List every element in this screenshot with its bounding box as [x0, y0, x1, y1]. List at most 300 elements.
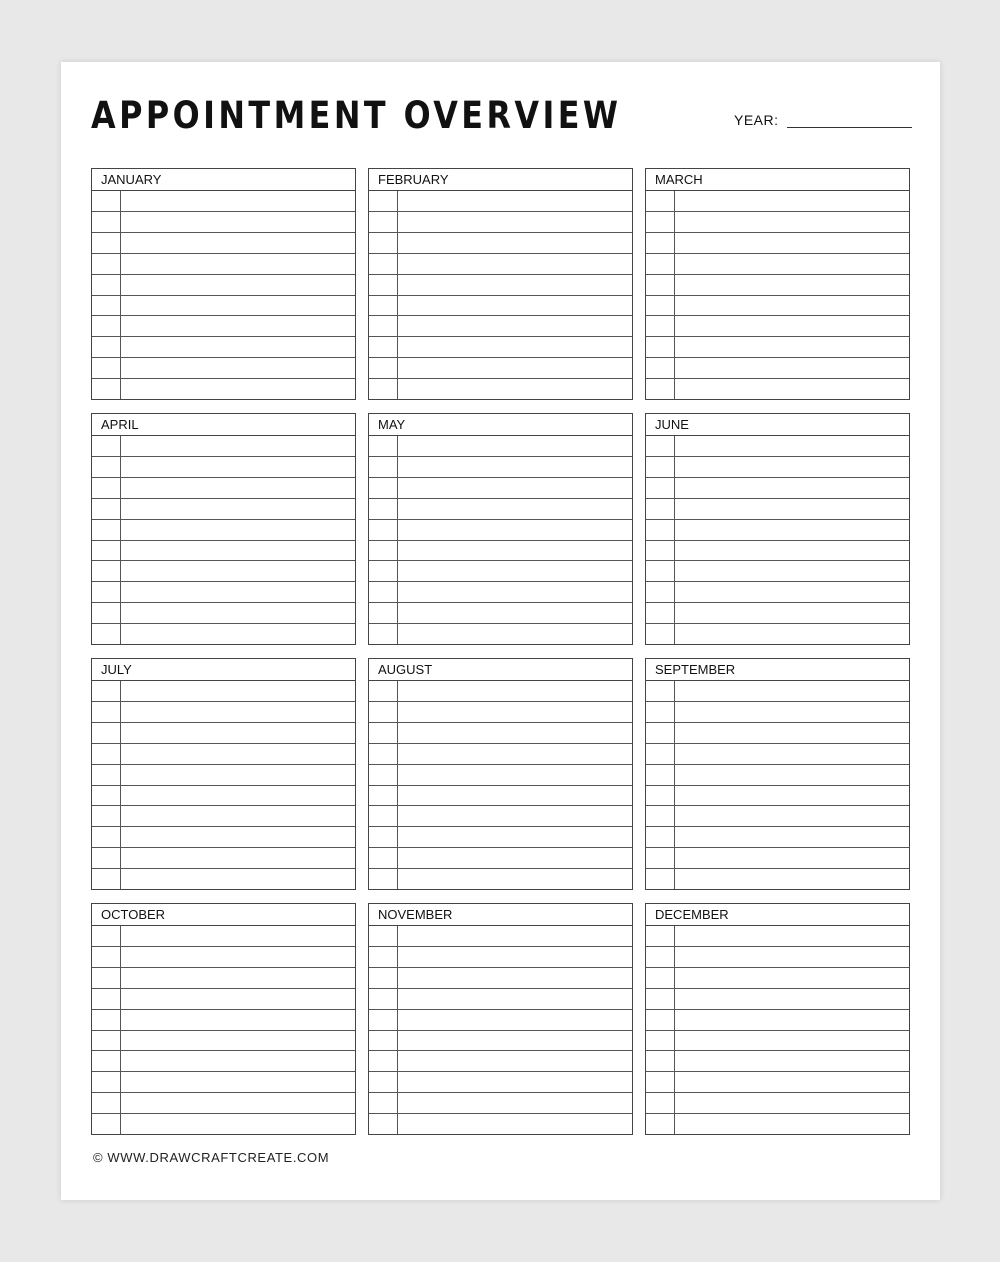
appointment-row — [369, 541, 632, 562]
date-cell[interactable] — [92, 436, 121, 456]
date-cell[interactable] — [92, 520, 121, 540]
appointment-note-cell[interactable] — [675, 926, 909, 946]
date-cell[interactable] — [646, 1010, 675, 1030]
date-cell[interactable] — [646, 926, 675, 946]
date-cell[interactable] — [92, 561, 121, 581]
appointment-note-cell[interactable] — [398, 582, 632, 602]
appointment-row — [369, 926, 632, 947]
appointment-note-cell[interactable] — [675, 478, 909, 498]
appointment-rows — [92, 191, 355, 399]
appointment-note-cell[interactable] — [398, 296, 632, 316]
date-cell[interactable] — [92, 989, 121, 1009]
month-name: APRIL — [92, 414, 355, 436]
appointment-row — [92, 436, 355, 457]
date-cell[interactable] — [369, 702, 398, 722]
date-cell[interactable] — [369, 358, 398, 378]
appointment-note-cell[interactable] — [398, 337, 632, 357]
appointment-row — [646, 989, 909, 1010]
appointment-note-cell[interactable] — [121, 947, 355, 967]
date-cell[interactable] — [92, 744, 121, 764]
date-cell[interactable] — [92, 765, 121, 785]
date-cell[interactable] — [646, 681, 675, 701]
appointment-note-cell[interactable] — [121, 806, 355, 826]
appointment-note-cell[interactable] — [675, 296, 909, 316]
appointment-note-cell[interactable] — [675, 744, 909, 764]
page-title: APPOINTMENT OVERVIEW — [91, 94, 622, 137]
appointment-note-cell[interactable] — [121, 520, 355, 540]
date-cell[interactable] — [92, 926, 121, 946]
date-cell[interactable] — [92, 296, 121, 316]
date-cell[interactable] — [646, 1114, 675, 1134]
appointment-note-cell[interactable] — [398, 436, 632, 456]
date-cell[interactable] — [92, 1114, 121, 1134]
appointment-note-cell[interactable] — [675, 827, 909, 847]
date-cell[interactable] — [646, 1051, 675, 1071]
appointment-note-cell[interactable] — [675, 702, 909, 722]
appointment-note-cell[interactable] — [675, 358, 909, 378]
date-cell[interactable] — [646, 827, 675, 847]
date-cell[interactable] — [369, 541, 398, 561]
appointment-note-cell[interactable] — [398, 275, 632, 295]
date-cell[interactable] — [646, 723, 675, 743]
date-cell[interactable] — [646, 603, 675, 623]
appointment-row — [92, 869, 355, 889]
date-cell[interactable] — [92, 624, 121, 644]
date-cell[interactable] — [369, 191, 398, 211]
date-cell[interactable] — [92, 681, 121, 701]
date-cell[interactable] — [92, 499, 121, 519]
date-cell[interactable] — [92, 1072, 121, 1092]
year-input-line[interactable] — [787, 113, 912, 128]
appointment-note-cell[interactable] — [121, 1051, 355, 1071]
date-cell[interactable] — [369, 379, 398, 399]
appointment-note-cell[interactable] — [398, 1093, 632, 1113]
appointment-note-cell[interactable] — [675, 316, 909, 336]
appointment-note-cell[interactable] — [121, 869, 355, 889]
appointment-note-cell[interactable] — [398, 316, 632, 336]
date-cell[interactable] — [646, 744, 675, 764]
month-name: OCTOBER — [92, 904, 355, 926]
date-cell[interactable] — [369, 436, 398, 456]
appointment-note-cell[interactable] — [398, 827, 632, 847]
date-cell[interactable] — [369, 233, 398, 253]
date-cell[interactable] — [646, 989, 675, 1009]
appointment-note-cell[interactable] — [675, 457, 909, 477]
date-cell[interactable] — [646, 296, 675, 316]
date-cell[interactable] — [369, 212, 398, 232]
appointment-note-cell[interactable] — [675, 337, 909, 357]
year-field — [734, 112, 912, 128]
appointment-note-cell[interactable] — [675, 191, 909, 211]
date-cell[interactable] — [92, 786, 121, 806]
appointment-note-cell[interactable] — [121, 254, 355, 274]
appointment-note-cell[interactable] — [398, 478, 632, 498]
appointment-note-cell[interactable] — [675, 582, 909, 602]
date-cell[interactable] — [646, 316, 675, 336]
appointment-note-cell[interactable] — [121, 624, 355, 644]
appointment-row — [369, 947, 632, 968]
date-cell[interactable] — [369, 296, 398, 316]
appointment-note-cell[interactable] — [675, 624, 909, 644]
appointment-note-cell[interactable] — [121, 478, 355, 498]
date-cell[interactable] — [92, 869, 121, 889]
date-cell[interactable] — [646, 541, 675, 561]
appointment-note-cell[interactable] — [398, 947, 632, 967]
appointment-row — [92, 968, 355, 989]
date-cell[interactable] — [369, 806, 398, 826]
appointment-note-cell[interactable] — [398, 541, 632, 561]
date-cell[interactable] — [92, 275, 121, 295]
appointment-note-cell[interactable] — [398, 681, 632, 701]
appointment-note-cell[interactable] — [121, 233, 355, 253]
date-cell[interactable] — [369, 603, 398, 623]
appointment-rows — [646, 681, 909, 889]
month-box-july — [91, 658, 356, 890]
appointment-note-cell[interactable] — [398, 254, 632, 274]
date-cell[interactable] — [369, 582, 398, 602]
date-cell[interactable] — [92, 582, 121, 602]
appointment-row — [92, 848, 355, 869]
date-cell[interactable] — [92, 316, 121, 336]
month-box-january — [91, 168, 356, 400]
date-cell[interactable] — [646, 765, 675, 785]
appointment-row — [369, 1010, 632, 1031]
appointment-row — [92, 254, 355, 275]
date-cell[interactable] — [369, 786, 398, 806]
appointment-row — [92, 723, 355, 744]
date-cell[interactable] — [92, 723, 121, 743]
date-cell[interactable] — [646, 582, 675, 602]
appointment-note-cell[interactable] — [121, 765, 355, 785]
appointment-note-cell[interactable] — [121, 827, 355, 847]
date-cell[interactable] — [369, 926, 398, 946]
appointment-row — [369, 827, 632, 848]
appointment-note-cell[interactable] — [675, 806, 909, 826]
date-cell[interactable] — [92, 379, 121, 399]
date-cell[interactable] — [92, 702, 121, 722]
appointment-note-cell[interactable] — [675, 254, 909, 274]
appointment-row — [369, 1072, 632, 1093]
date-cell[interactable] — [369, 254, 398, 274]
date-cell[interactable] — [646, 191, 675, 211]
date-cell[interactable] — [369, 1010, 398, 1030]
date-cell[interactable] — [369, 457, 398, 477]
appointment-note-cell[interactable] — [675, 1010, 909, 1030]
appointment-row — [92, 520, 355, 541]
date-cell[interactable] — [369, 869, 398, 889]
date-cell[interactable] — [646, 786, 675, 806]
appointment-row — [646, 1010, 909, 1031]
date-cell[interactable] — [92, 848, 121, 868]
appointment-note-cell[interactable] — [121, 541, 355, 561]
appointment-row — [92, 337, 355, 358]
appointment-note-cell[interactable] — [121, 1093, 355, 1113]
appointment-row — [92, 1093, 355, 1114]
date-cell[interactable] — [369, 499, 398, 519]
appointment-note-cell[interactable] — [675, 947, 909, 967]
date-cell[interactable] — [369, 275, 398, 295]
date-cell[interactable] — [369, 1093, 398, 1113]
date-cell[interactable] — [646, 520, 675, 540]
appointment-row — [646, 191, 909, 212]
appointment-row — [646, 765, 909, 786]
appointment-note-cell[interactable] — [398, 499, 632, 519]
appointment-note-cell[interactable] — [121, 212, 355, 232]
date-cell[interactable] — [646, 806, 675, 826]
appointment-note-cell[interactable] — [398, 457, 632, 477]
appointment-note-cell[interactable] — [121, 561, 355, 581]
date-cell[interactable] — [369, 723, 398, 743]
appointment-note-cell[interactable] — [398, 723, 632, 743]
appointment-note-cell[interactable] — [121, 1072, 355, 1092]
appointment-note-cell[interactable] — [675, 1051, 909, 1071]
appointment-note-cell[interactable] — [121, 457, 355, 477]
appointment-row — [646, 233, 909, 254]
appointment-row — [92, 541, 355, 562]
date-cell[interactable] — [92, 947, 121, 967]
date-cell[interactable] — [92, 191, 121, 211]
appointment-note-cell[interactable] — [398, 233, 632, 253]
appointment-note-cell[interactable] — [675, 233, 909, 253]
appointment-note-cell[interactable] — [398, 1114, 632, 1134]
appointment-note-cell[interactable] — [398, 379, 632, 399]
appointment-note-cell[interactable] — [121, 702, 355, 722]
date-cell[interactable] — [646, 1031, 675, 1051]
date-cell[interactable] — [646, 848, 675, 868]
month-name: JULY — [92, 659, 355, 681]
appointment-row — [92, 603, 355, 624]
month-box-august — [368, 658, 633, 890]
appointment-note-cell[interactable] — [675, 603, 909, 623]
appointment-row — [369, 848, 632, 869]
appointment-note-cell[interactable] — [398, 624, 632, 644]
date-cell[interactable] — [369, 681, 398, 701]
appointment-note-cell[interactable] — [675, 499, 909, 519]
appointment-note-cell[interactable] — [121, 681, 355, 701]
appointment-note-cell[interactable] — [398, 1010, 632, 1030]
appointment-note-cell[interactable] — [675, 520, 909, 540]
appointment-note-cell[interactable] — [121, 1031, 355, 1051]
date-cell[interactable] — [92, 337, 121, 357]
planner-page — [61, 62, 940, 1200]
appointment-row — [92, 561, 355, 582]
appointment-note-cell[interactable] — [398, 989, 632, 1009]
date-cell[interactable] — [646, 254, 675, 274]
date-cell[interactable] — [369, 1031, 398, 1051]
appointment-row — [369, 989, 632, 1010]
appointment-row — [646, 499, 909, 520]
appointment-note-cell[interactable] — [398, 1072, 632, 1092]
date-cell[interactable] — [369, 624, 398, 644]
appointment-note-cell[interactable] — [121, 499, 355, 519]
date-cell[interactable] — [369, 744, 398, 764]
appointment-note-cell[interactable] — [675, 1031, 909, 1051]
appointment-note-cell[interactable] — [675, 681, 909, 701]
appointment-note-cell[interactable] — [675, 1114, 909, 1134]
date-cell[interactable] — [92, 457, 121, 477]
date-cell[interactable] — [369, 337, 398, 357]
date-cell[interactable] — [369, 848, 398, 868]
appointment-note-cell[interactable] — [121, 436, 355, 456]
date-cell[interactable] — [92, 1010, 121, 1030]
date-cell[interactable] — [369, 1072, 398, 1092]
appointment-note-cell[interactable] — [675, 989, 909, 1009]
date-cell[interactable] — [92, 968, 121, 988]
date-cell[interactable] — [369, 1051, 398, 1071]
appointment-row — [92, 786, 355, 807]
appointment-note-cell[interactable] — [121, 723, 355, 743]
date-cell[interactable] — [92, 212, 121, 232]
appointment-note-cell[interactable] — [398, 806, 632, 826]
date-cell[interactable] — [646, 379, 675, 399]
date-cell[interactable] — [646, 457, 675, 477]
appointment-note-cell[interactable] — [675, 848, 909, 868]
appointment-row — [369, 968, 632, 989]
date-cell[interactable] — [646, 947, 675, 967]
appointment-note-cell[interactable] — [398, 968, 632, 988]
appointment-note-cell[interactable] — [675, 275, 909, 295]
date-cell[interactable] — [369, 316, 398, 336]
date-cell[interactable] — [92, 1031, 121, 1051]
appointment-note-cell[interactable] — [121, 926, 355, 946]
date-cell[interactable] — [646, 275, 675, 295]
appointment-note-cell[interactable] — [398, 561, 632, 581]
date-cell[interactable] — [92, 1093, 121, 1113]
appointment-note-cell[interactable] — [398, 848, 632, 868]
appointment-note-cell[interactable] — [675, 723, 909, 743]
appointment-note-cell[interactable] — [398, 603, 632, 623]
appointment-note-cell[interactable] — [121, 296, 355, 316]
appointment-note-cell[interactable] — [675, 561, 909, 581]
appointment-row — [92, 316, 355, 337]
date-cell[interactable] — [92, 254, 121, 274]
appointment-note-cell[interactable] — [398, 1051, 632, 1071]
appointment-note-cell[interactable] — [121, 316, 355, 336]
appointment-note-cell[interactable] — [398, 869, 632, 889]
date-cell[interactable] — [92, 541, 121, 561]
date-cell[interactable] — [646, 561, 675, 581]
appointment-note-cell[interactable] — [675, 212, 909, 232]
date-cell[interactable] — [369, 947, 398, 967]
appointment-note-cell[interactable] — [121, 191, 355, 211]
date-cell[interactable] — [92, 827, 121, 847]
appointment-note-cell[interactable] — [121, 848, 355, 868]
month-box-november — [368, 903, 633, 1135]
appointment-note-cell[interactable] — [121, 968, 355, 988]
appointment-note-cell[interactable] — [398, 1031, 632, 1051]
copyright-footer: © WWW.DRAWCRAFTCREATE.COM — [93, 1150, 330, 1165]
date-cell[interactable] — [646, 968, 675, 988]
date-cell[interactable] — [92, 806, 121, 826]
appointment-rows — [92, 436, 355, 644]
date-cell[interactable] — [369, 827, 398, 847]
appointment-note-cell[interactable] — [675, 765, 909, 785]
date-cell[interactable] — [646, 1072, 675, 1092]
date-cell[interactable] — [646, 337, 675, 357]
appointment-note-cell[interactable] — [398, 212, 632, 232]
appointment-row — [92, 681, 355, 702]
date-cell[interactable] — [646, 478, 675, 498]
appointment-note-cell[interactable] — [675, 541, 909, 561]
appointment-note-cell[interactable] — [121, 786, 355, 806]
appointment-note-cell[interactable] — [675, 1072, 909, 1092]
appointment-note-cell[interactable] — [121, 1114, 355, 1134]
date-cell[interactable] — [369, 520, 398, 540]
appointment-note-cell[interactable] — [675, 786, 909, 806]
date-cell[interactable] — [646, 212, 675, 232]
date-cell[interactable] — [646, 1093, 675, 1113]
appointment-row — [92, 1072, 355, 1093]
appointment-note-cell[interactable] — [121, 379, 355, 399]
date-cell[interactable] — [646, 436, 675, 456]
appointment-row — [646, 1072, 909, 1093]
date-cell[interactable] — [646, 869, 675, 889]
appointment-note-cell[interactable] — [398, 702, 632, 722]
date-cell[interactable] — [369, 1114, 398, 1134]
appointment-row — [92, 233, 355, 254]
appointment-note-cell[interactable] — [398, 926, 632, 946]
appointment-row — [646, 379, 909, 399]
appointment-row — [369, 436, 632, 457]
appointment-note-cell[interactable] — [398, 520, 632, 540]
appointment-note-cell[interactable] — [121, 275, 355, 295]
date-cell[interactable] — [369, 561, 398, 581]
month-name: NOVEMBER — [369, 904, 632, 926]
appointment-row — [369, 316, 632, 337]
appointment-note-cell[interactable] — [398, 358, 632, 378]
date-cell[interactable] — [369, 765, 398, 785]
appointment-note-cell[interactable] — [121, 603, 355, 623]
appointment-note-cell[interactable] — [675, 968, 909, 988]
date-cell[interactable] — [92, 1051, 121, 1071]
appointment-row — [369, 212, 632, 233]
date-cell[interactable] — [646, 499, 675, 519]
date-cell[interactable] — [92, 603, 121, 623]
appointment-note-cell[interactable] — [398, 191, 632, 211]
date-cell[interactable] — [646, 624, 675, 644]
appointment-row — [646, 723, 909, 744]
appointment-note-cell[interactable] — [121, 358, 355, 378]
appointment-note-cell[interactable] — [121, 337, 355, 357]
appointment-note-cell[interactable] — [675, 436, 909, 456]
appointment-row — [369, 337, 632, 358]
appointment-note-cell[interactable] — [121, 989, 355, 1009]
appointment-note-cell[interactable] — [675, 379, 909, 399]
appointment-note-cell[interactable] — [121, 744, 355, 764]
date-cell[interactable] — [92, 233, 121, 253]
appointment-note-cell[interactable] — [398, 765, 632, 785]
date-cell[interactable] — [369, 989, 398, 1009]
appointment-row — [369, 379, 632, 399]
appointment-note-cell[interactable] — [675, 869, 909, 889]
date-cell[interactable] — [646, 233, 675, 253]
date-cell[interactable] — [92, 358, 121, 378]
appointment-note-cell[interactable] — [398, 786, 632, 806]
date-cell[interactable] — [92, 478, 121, 498]
appointment-row — [646, 358, 909, 379]
appointment-note-cell[interactable] — [398, 744, 632, 764]
appointment-note-cell[interactable] — [675, 1093, 909, 1113]
appointment-row — [369, 296, 632, 317]
appointment-row — [369, 191, 632, 212]
date-cell[interactable] — [646, 702, 675, 722]
date-cell[interactable] — [646, 358, 675, 378]
date-cell[interactable] — [369, 478, 398, 498]
appointment-note-cell[interactable] — [121, 582, 355, 602]
appointment-note-cell[interactable] — [121, 1010, 355, 1030]
appointment-row — [92, 765, 355, 786]
date-cell[interactable] — [369, 968, 398, 988]
